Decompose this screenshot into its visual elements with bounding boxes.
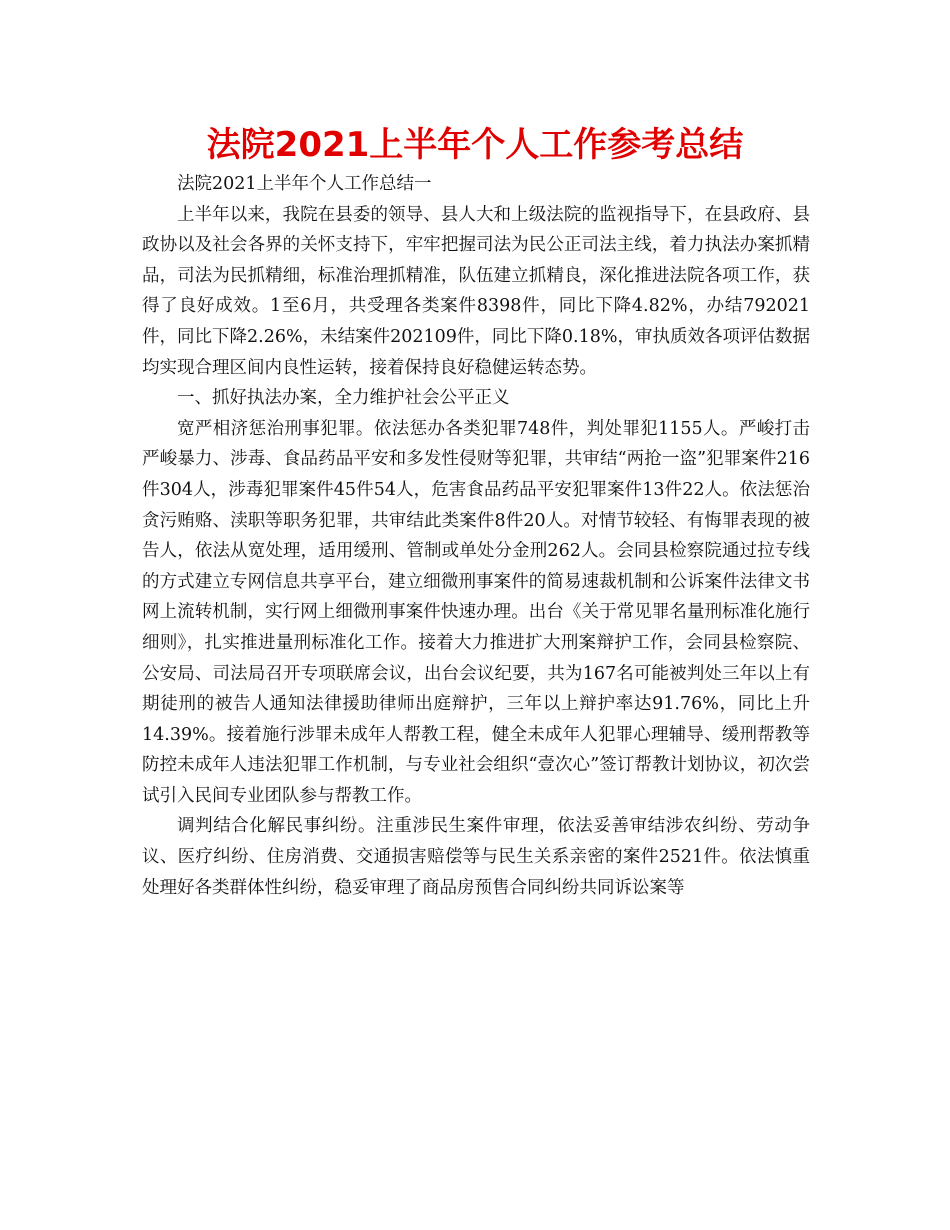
paragraph: 上半年以来，我院在县委的领导、县人大和上级法院的监视指导下，在县政府、县政协以及社会各界的关怀支持下，牢牢把握司法为民公正司法主线，着力执法办案抓精品，司法为民抓精细，标准治理抓精准，队伍建立抓精良，深化推进法院各项工作，获得了良好成效。1至6月，共受理各类案件8398件，同比下降4.82%，办结792021件，同比下降2.26%，未结案件202109件，同比下降0.18%，审执质效各项评估数据均实现合理区间内良性运转，接着保持良好稳健运转态势。 xyxy=(142,204,810,378)
paragraph: 宽严相济惩治刑事犯罪。依法惩办各类犯罪748件，判处罪犯1155人。严峻打击严峻暴力、涉毒、食品药品平安和多发性侵财等犯罪，共审结“两抢一盗”犯罪案件216件304人，涉毒犯罪案件45件54人，危害食品药品平安犯罪案件13件22人。依法惩治贪污贿赂、渎职等职务犯罪，共审结此类案件8件20人。对情节较轻、有悔罪表现的被告人，依法从宽处理，适用缓刑、管制或单处分金刑262人。会同县检察院通过拉专线的方式建立专网信息共享平台，建立细微刑事案件的简易速裁机制和公诉案件法律文书网上流转机制，实行网上细微刑事案件快速办理。出台《关于常见罪名量刑标准化施行细则》，扎实推进量刑标准化工作。接着大力推进扩大刑案辩护工作，会同县检察院、公安局、司法局召开专项联席会议，出台会议纪要，共为167名可能被判处三年以上有期徒刑的被告人通知法律援助律师出庭辩护，三年以上辩护率达91.76%，同比上升14.39%。接着施行涉罪未成年人帮教工程，健全未成年人犯罪心理辅导、缓刑帮教等防控未成年人违法犯罪工作机制，与专业社会组织“壹次心”签订帮教计划协议，初次尝试引入民间专业团队参与帮教工作。 xyxy=(142,418,810,806)
document-title: 法院2021上半年个人工作参考总结 xyxy=(206,125,744,165)
section-heading: 一、抓好执法办案，全力维护社会公平正义 xyxy=(177,388,510,409)
document-body xyxy=(142,169,810,903)
paragraph: 调判结合化解民事纠纷。注重涉民生案件审理，依法妥善审结涉农纠纷、劳动争议、医疗纠纷、住房消费、交通损害赔偿等与民生关系亲密的案件2521件。依法慎重处理好各类群体性纠纷，稳妥审理了商品房预售合同纠纷共同诉讼案等 xyxy=(142,816,810,898)
section-subtitle: 法院2021上半年个人工作总结一 xyxy=(177,174,432,194)
